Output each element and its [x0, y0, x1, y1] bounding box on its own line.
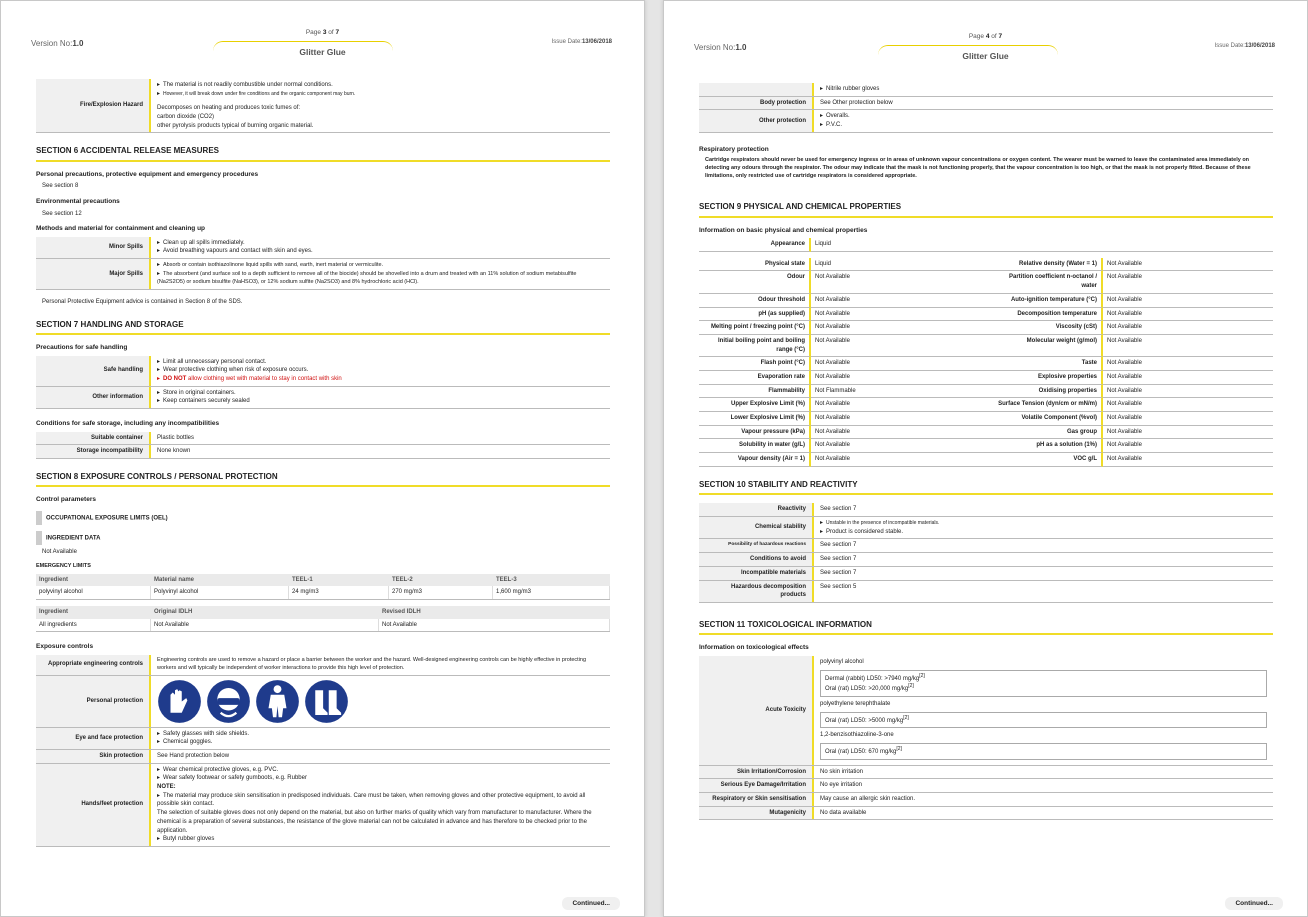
- row-label: Major Spills: [36, 259, 151, 289]
- row-value: See section 7: [820, 542, 857, 549]
- row-label: Other information: [36, 387, 151, 408]
- bullet-item: ▸ Wear chemical protective gloves, e.g. PVC.: [157, 766, 604, 775]
- ingredient-data-heading: INGREDIENT DATA: [36, 531, 610, 545]
- appearance-row: [699, 238, 1273, 252]
- eye-face-protection-row: [36, 728, 610, 750]
- property-label: pH (as supplied): [699, 308, 811, 322]
- property-label: Lower Explosive Limit (%): [699, 412, 811, 426]
- property-value: Not Available: [811, 412, 991, 426]
- bullet-item: ▸ DO NOT allow clothing wet with material to stay in contact with skin: [157, 375, 604, 384]
- subheading: Information on basic physical and chemical properties: [699, 226, 868, 234]
- subheading: Information on toxicological effects: [699, 644, 809, 652]
- row-label: Reactivity: [699, 503, 814, 516]
- property-value: Not Flammable: [811, 385, 991, 399]
- oel-value: Not Available: [42, 548, 77, 555]
- hazardous-decomposition-row: [699, 581, 1273, 603]
- property-label: Partition coefficient n-octanol / water: [991, 271, 1103, 293]
- issue-date: Issue Date:13/06/2018: [1214, 43, 1275, 49]
- version-number: Version No:1.0: [694, 43, 747, 52]
- sds-page-4: [663, 0, 1308, 917]
- property-value: Not Available: [811, 308, 991, 322]
- bullet-item: ▸ Absorb or contain isothiazolinone liquid spills with sand, earth, inert material or vermiculite.: [157, 261, 604, 270]
- row-label: Hands/feet protection: [36, 764, 151, 846]
- property-label: Upper Explosive Limit (%): [699, 398, 811, 412]
- sensitisation-row: [699, 793, 1273, 807]
- property-value: Not Available: [811, 335, 991, 357]
- respiratory-text: Cartridge respirators should never be used for emergency ingress or in areas of unknown vapour concentrations or oxygen content. The wearer must be warned to leave the contaminated area immediately on detecting any odours through the respirator. The odour may indicate that the mask is not functioning properly, that the vapour concentration is too high, or that the mask is not properly fitted. Because of these limitations, only restricted use of cartridge respirators is considered appropriate.: [705, 157, 1251, 180]
- row-label: Fire/Explosion Hazard: [36, 79, 151, 132]
- row-label: Acute Toxicity: [699, 656, 814, 765]
- continued-label: Continued...: [562, 897, 620, 910]
- row-label: Mutagenicity: [699, 807, 814, 820]
- property-label: Solubility in water (g/L): [699, 439, 811, 453]
- skin-protection-row: [36, 750, 610, 764]
- property-value: Not Available: [1103, 453, 1273, 467]
- bullet-item: ▸ Butyl rubber gloves: [157, 835, 604, 844]
- property-value: Not Available: [1103, 335, 1273, 357]
- table-header: TEEL-2: [389, 574, 493, 587]
- row-label: Safe handling: [36, 356, 151, 386]
- mutagenicity-row: [699, 807, 1273, 821]
- row-label: Possibility of hazardous reactions: [699, 539, 814, 552]
- minor-spills-row: [36, 237, 610, 259]
- property-label: pH as a solution (1%): [991, 439, 1103, 453]
- property-value: Not Available: [1103, 357, 1273, 371]
- property-label: Oxidising properties: [991, 385, 1103, 399]
- property-label: Vapour density (Air = 1): [699, 453, 811, 467]
- reference-marker: [2]: [896, 746, 902, 753]
- continued-label: Continued...: [1225, 897, 1283, 910]
- suitable-container-row: [36, 432, 610, 446]
- emergency-limits-table: [36, 574, 610, 600]
- hands-feet-protection-row: [36, 764, 610, 847]
- chemical-stability-row: [699, 517, 1273, 539]
- row-value: None known: [157, 448, 191, 455]
- row-value: See section 5: [820, 583, 857, 590]
- property-label: Volatile Component (%vol): [991, 412, 1103, 426]
- bullet-item: ▸ The material is not readily combustible under normal conditions.: [157, 81, 604, 90]
- bullet-item: ▸ Wear protective clothing when risk of exposure occurs.: [157, 366, 604, 375]
- subheading: Personal precautions, protective equipment and emergency procedures: [36, 171, 259, 179]
- tox-value: Dermal (rabbit) LD50: >7940 mg/kg: [825, 675, 920, 682]
- property-label: Viscosity (cSt): [991, 321, 1103, 335]
- table-cell: 24 mg/m3: [289, 586, 389, 599]
- bullet-item: ▸ Avoid breathing vapours and contact with skin and eyes.: [157, 247, 604, 256]
- boots-icon: [304, 679, 349, 724]
- row-label: Body protection: [699, 97, 814, 110]
- section-11-heading: SECTION 11 TOXICOLOGICAL INFORMATION: [699, 613, 1273, 636]
- section-6-heading: SECTION 6 ACCIDENTAL RELEASE MEASURES: [36, 139, 610, 162]
- section-9-heading: SECTION 9 PHYSICAL AND CHEMICAL PROPERTIES: [699, 195, 1273, 218]
- page-number: Page 3 of 7: [305, 29, 340, 36]
- property-label: Initial boiling point and boiling range (°C): [699, 335, 811, 357]
- property-label: Flash point (°C): [699, 357, 811, 371]
- tox-box: [820, 712, 1267, 729]
- row-label: Incompatible materials: [699, 567, 814, 580]
- bullet-item: ▸ However, it will break down under fire conditions and the organic component may burn.: [157, 90, 604, 99]
- bullet-item: ▸ Product is considered stable.: [820, 528, 1267, 537]
- bullet-item: ▸ Chemical goggles.: [157, 738, 604, 747]
- substance-name: polyethylene terephthalate: [820, 700, 891, 707]
- idlh-table: [36, 606, 610, 632]
- property-value: Not Available: [1103, 439, 1273, 453]
- property-value: Liquid: [811, 238, 991, 252]
- property-value: Not Available: [811, 371, 991, 385]
- property-value: Liquid: [811, 258, 991, 272]
- row-value: No data available: [820, 809, 867, 816]
- property-label: Odour: [699, 271, 811, 293]
- bullet-item: ▸ Limit all unnecessary personal contact.: [157, 358, 604, 367]
- sds-page-3: [0, 0, 645, 917]
- row-label: [699, 83, 814, 96]
- page-header: [664, 1, 1307, 61]
- oel-heading: OCCUPATIONAL EXPOSURE LIMITS (OEL): [36, 511, 610, 525]
- subheading: EMERGENCY LIMITS: [36, 562, 91, 569]
- body-protection-row: [699, 97, 1273, 111]
- property-label: Vapour pressure (kPa): [699, 426, 811, 440]
- row-label: Respiratory or Skin sensitisation: [699, 793, 814, 806]
- property-value: Not Available: [1103, 426, 1273, 440]
- property-label: Decomposition temperature: [991, 308, 1103, 322]
- bullet-item: ▸ Safety glasses with side shields.: [157, 730, 604, 739]
- row-label: Hazardous decomposition products: [699, 581, 814, 602]
- table-header: Ingredient: [36, 574, 151, 587]
- bullet-item: ▸ The material may produce skin sensitisation in predisposed individuals. Care must be taken, when removing gloves and other protective equipment, to avoid all possible skin contact.: [157, 792, 604, 809]
- row-value: See Hand protection below: [157, 753, 230, 760]
- table-cell: Not Available: [379, 619, 610, 632]
- reference-text: See section 8: [42, 183, 79, 190]
- row-label: Minor Spills: [36, 237, 151, 258]
- tox-value: Oral (rat) LD50: >5000 mg/kg: [825, 717, 904, 724]
- subheading: Respiratory protection: [699, 145, 769, 153]
- section-7-heading: SECTION 7 HANDLING AND STORAGE: [36, 313, 610, 336]
- subheading: Methods and material for containment and cleaning up: [36, 225, 206, 233]
- property-label: Surface Tension (dyn/cm or mN/m): [991, 398, 1103, 412]
- property-value: Not Available: [1103, 258, 1273, 272]
- text-line: carbon dioxide (CO2): [157, 114, 215, 121]
- protective-suit-icon: [255, 679, 300, 724]
- reference-text: See section 12: [42, 210, 82, 217]
- table-header: TEEL-1: [289, 574, 389, 587]
- row-label: Skin protection: [36, 750, 151, 763]
- section-8-heading: SECTION 8 EXPOSURE CONTROLS / PERSONAL PROTECTION: [36, 465, 610, 488]
- table-header: TEEL-3: [493, 574, 610, 587]
- nitrile-row: [699, 83, 1273, 97]
- bullet-item: ▸ The absorbent (and surface soil to a depth sufficient to remove all of the biocide) should be shovelled into a drum and treated with an 11% solution of sodium metabisulfite (Na2S2O5) or sodium bisulfite (NaHSO3), or 12% sodium sulfite (Na2SO3) and 8% hydrochloric acid (HCl).: [157, 270, 604, 287]
- subheading: Environmental precautions: [36, 198, 120, 206]
- property-label: Appearance: [699, 238, 811, 252]
- bullet-item: ▸ P.V.C.: [820, 121, 1267, 130]
- table-header: Ingredient: [36, 606, 151, 619]
- row-label: Eye and face protection: [36, 728, 151, 749]
- safe-handling-row: [36, 356, 610, 387]
- page-number: Page 4 of 7: [968, 33, 1003, 40]
- property-value: Not Available: [1103, 412, 1273, 426]
- property-label: Molecular weight (g/mol): [991, 335, 1103, 357]
- section-10-heading: SECTION 10 STABILITY AND REACTIVITY: [699, 473, 1273, 496]
- row-label: Skin Irritation/Corrosion: [699, 766, 814, 779]
- row-label: Serious Eye Damage/Irritation: [699, 779, 814, 792]
- reference-marker: [2]: [903, 714, 909, 721]
- tox-value: Oral (rat) LD50: 670 mg/kg: [825, 749, 897, 756]
- storage-incompatibility-row: [36, 445, 610, 459]
- other-protection-row: [699, 110, 1273, 132]
- note-label: NOTE:: [157, 784, 176, 791]
- subheading: Conditions for safe storage, including any incompatibilities: [36, 420, 220, 428]
- property-label: VOC g/L: [991, 453, 1103, 467]
- row-value: No skin irritation: [820, 768, 864, 775]
- tox-box: [820, 743, 1267, 760]
- property-value: Not Available: [1103, 371, 1273, 385]
- property-value: Not Available: [811, 398, 991, 412]
- conditions-to-avoid-row: [699, 553, 1273, 567]
- row-value: See section 7: [820, 556, 857, 563]
- property-value: Not Available: [811, 439, 991, 453]
- property-value: Not Available: [811, 426, 991, 440]
- property-value: Not Available: [1103, 308, 1273, 322]
- property-value: Not Available: [811, 271, 991, 293]
- reactivity-row: [699, 503, 1273, 517]
- properties-table: [699, 258, 1273, 467]
- property-label: Relative density (Water = 1): [991, 258, 1103, 272]
- product-title: Glitter Glue: [962, 51, 1009, 61]
- row-label: Other protection: [699, 110, 814, 131]
- skin-irritation-row: [699, 766, 1273, 780]
- incompatible-materials-row: [699, 567, 1273, 581]
- property-label: Auto-ignition temperature (°C): [991, 294, 1103, 308]
- property-value: Not Available: [1103, 271, 1273, 293]
- bullet-item: ▸ Nitrile rubber gloves: [814, 83, 1273, 96]
- row-value: No eye irritation: [820, 782, 863, 789]
- row-value: See Other protection below: [820, 99, 893, 106]
- substance-name: polyvinyl alcohol: [820, 658, 864, 665]
- property-value: Not Available: [1103, 385, 1273, 399]
- row-label: Conditions to avoid: [699, 553, 814, 566]
- tox-box: [820, 670, 1267, 697]
- fire-explosion-row: [36, 79, 610, 133]
- acute-toxicity-row: [699, 656, 1273, 766]
- row-value: See section 7: [820, 569, 857, 576]
- property-label: Odour threshold: [699, 294, 811, 308]
- subheading: Exposure controls: [36, 643, 94, 651]
- property-label: Physical state: [699, 258, 811, 272]
- bullet-item: ▸ Wear safety footwear or safety gumboots, e.g. Rubber: [157, 774, 604, 783]
- personal-protection-row: [36, 676, 610, 728]
- property-label: Explosive properties: [991, 371, 1103, 385]
- table-header: Material name: [151, 574, 289, 587]
- goggles-icon: [206, 679, 251, 724]
- other-information-row: [36, 387, 610, 409]
- row-value: See section 7: [820, 506, 857, 513]
- text-line: The selection of suitable gloves does not only depend on the material, but also on further marks of quality which vary from manufacturer to manufacturer. Where the chemical is a preparation of several substances, the resistance of the glove material can not be calculated in advance and has therefore to be checked prior to the application.: [157, 810, 592, 834]
- property-label: Melting point / freezing point (°C): [699, 321, 811, 335]
- reference-marker: [2]: [908, 683, 914, 690]
- property-value: Not Available: [811, 294, 991, 308]
- row-value: May cause an allergic skin reaction.: [820, 796, 916, 803]
- reference-marker: [2]: [919, 672, 925, 679]
- bullet-item: ▸ Clean up all spills immediately.: [157, 239, 604, 248]
- subheading: Precautions for safe handling: [36, 344, 128, 352]
- hazardous-reactions-row: [699, 539, 1273, 553]
- table-cell: polyvinyl alcohol: [36, 586, 151, 599]
- row-label: Suitable container: [36, 432, 151, 445]
- product-title: Glitter Glue: [299, 47, 346, 57]
- eye-damage-row: [699, 779, 1273, 793]
- table-cell: 270 mg/m3: [389, 586, 493, 599]
- property-value: Not Available: [811, 357, 991, 371]
- tox-value: Oral (rat) LD50: >20,000 mg/kg: [825, 686, 909, 693]
- row-value: Engineering controls are used to remove a hazard or place a barrier between the worker and the hazard. Well-designed engineering controls can be highly effective in protecting workers and will typically be independent of worker interactions to provide this high level of protection.: [157, 656, 587, 671]
- row-label: Chemical stability: [699, 517, 814, 538]
- row-label: Appropriate engineering controls: [36, 655, 151, 675]
- text-line: Decomposes on heating and produces toxic fumes of:: [157, 105, 301, 112]
- gloves-icon: [157, 679, 202, 724]
- row-value: Plastic bottles: [157, 434, 195, 441]
- subheading: Control parameters: [36, 496, 96, 504]
- property-label: Evaporation rate: [699, 371, 811, 385]
- property-value: Not Available: [1103, 294, 1273, 308]
- text-line: other pyrolysis products typical of burning organic material.: [157, 122, 314, 129]
- table-cell: Polyvinyl alcohol: [151, 586, 289, 599]
- bullet-item: ▸ Store in original containers.: [157, 389, 604, 398]
- table-cell: 1,600 mg/m3: [493, 586, 610, 599]
- bullet-item: ▸ Unstable in the presence of incompatible materials.: [820, 519, 1267, 528]
- engineering-controls-row: [36, 655, 610, 676]
- property-value: Not Available: [1103, 321, 1273, 335]
- row-label: Personal protection: [36, 676, 151, 727]
- property-label: Gas group: [991, 426, 1103, 440]
- property-value: Not Available: [1103, 398, 1273, 412]
- major-spills-row: [36, 259, 610, 290]
- bullet-item: ▸ Keep containers securely sealed: [157, 397, 604, 406]
- issue-date: Issue Date:13/06/2018: [551, 39, 612, 45]
- ppe-advice-text: Personal Protective Equipment advice is contained in Section 8 of the SDS.: [42, 298, 243, 305]
- property-label: Taste: [991, 357, 1103, 371]
- table-header: Revised IDLH: [379, 606, 610, 619]
- bullet-item: ▸ Overalls.: [820, 112, 1267, 121]
- table-cell: All ingredients: [36, 619, 151, 632]
- page-header: [1, 1, 644, 61]
- table-header: Original IDLH: [151, 606, 379, 619]
- table-cell: Not Available: [151, 619, 379, 632]
- property-value: Not Available: [811, 321, 991, 335]
- version-number: Version No:1.0: [31, 39, 84, 48]
- property-value: Not Available: [811, 453, 991, 467]
- property-label: Flammability: [699, 385, 811, 399]
- row-label: Storage incompatibility: [36, 445, 151, 458]
- substance-name: 1,2-benzisothiazoline-3-one: [820, 732, 894, 739]
